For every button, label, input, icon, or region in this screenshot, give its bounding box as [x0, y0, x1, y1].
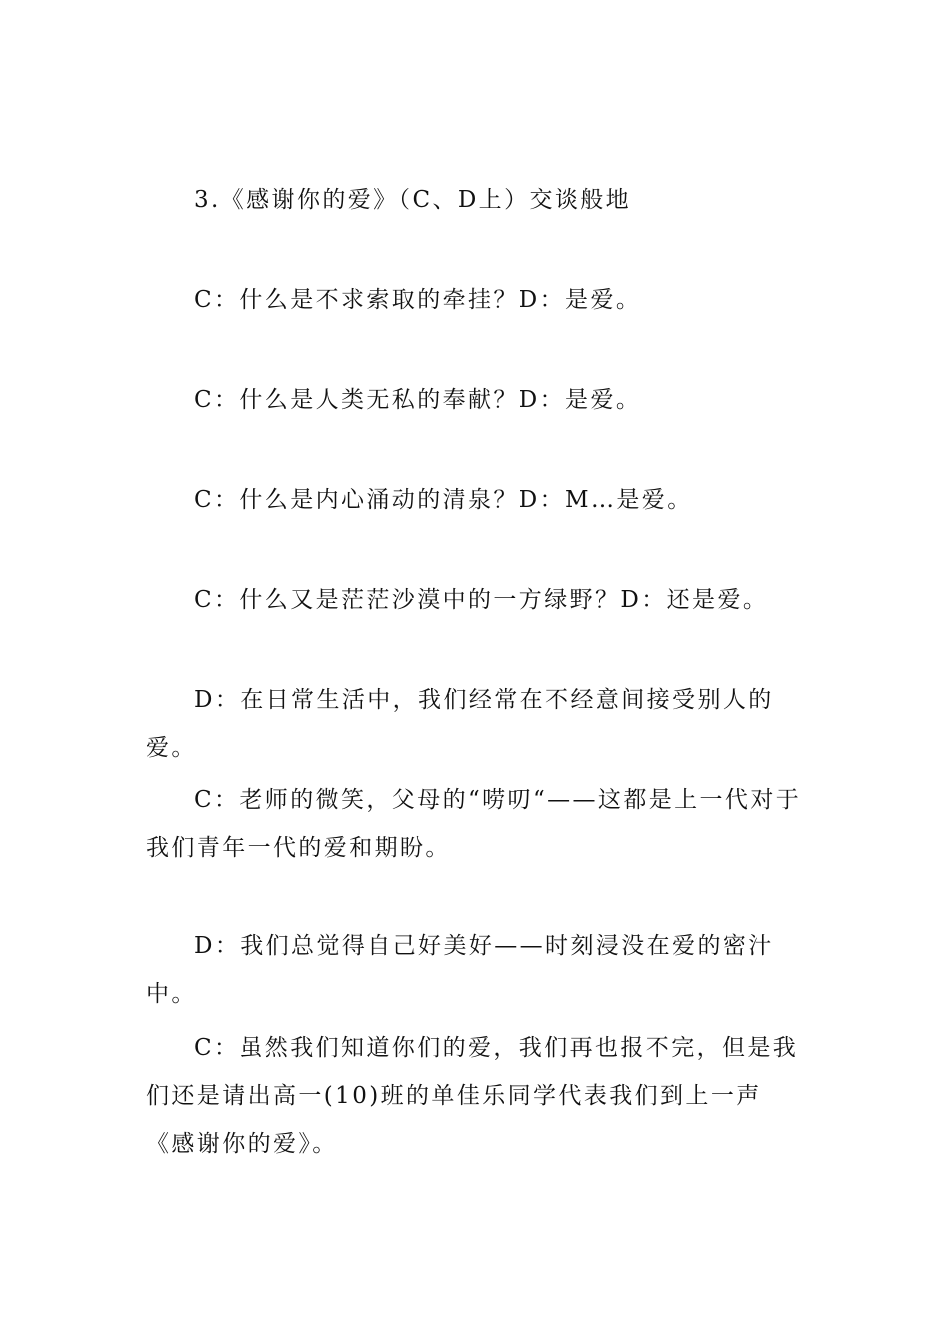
paragraph-dialogue-7: D：我们总觉得自己好美好——时刻浸没在爱的密汁中。 [146, 933, 774, 1007]
paragraph-dialogue-1: C：什么是不求索取的牵挂？D：是爱。 [194, 287, 642, 313]
paragraph-dialogue-6: C：老师的微笑，父母的“唠叨“——这都是上一代对于我们青年一代的爱和期盼。 [146, 787, 802, 861]
paragraph-dialogue-5: D：在日常生活中，我们经常在不经意间接受别人的爱。 [146, 687, 774, 761]
paragraph-dialogue-3: C：什么是内心涌动的清泉？D：M…是爱。 [194, 487, 693, 513]
paragraph-dialogue-4: C：什么又是茫茫沙漠中的一方绿野？D：还是爱。 [194, 587, 769, 613]
paragraph-dialogue-8: C：虽然我们知道你们的爱，我们再也报不完，但是我们还是请出高一(10)班的单佳乐同学代表我们到上一声《感谢你的爱》。 [146, 1035, 799, 1157]
paragraph-dialogue-2: C：什么是人类无私的奉献？D：是爱。 [194, 387, 642, 413]
paragraph-title: 3.《感谢你的爱》（C、D上）交谈般地 [194, 187, 632, 213]
